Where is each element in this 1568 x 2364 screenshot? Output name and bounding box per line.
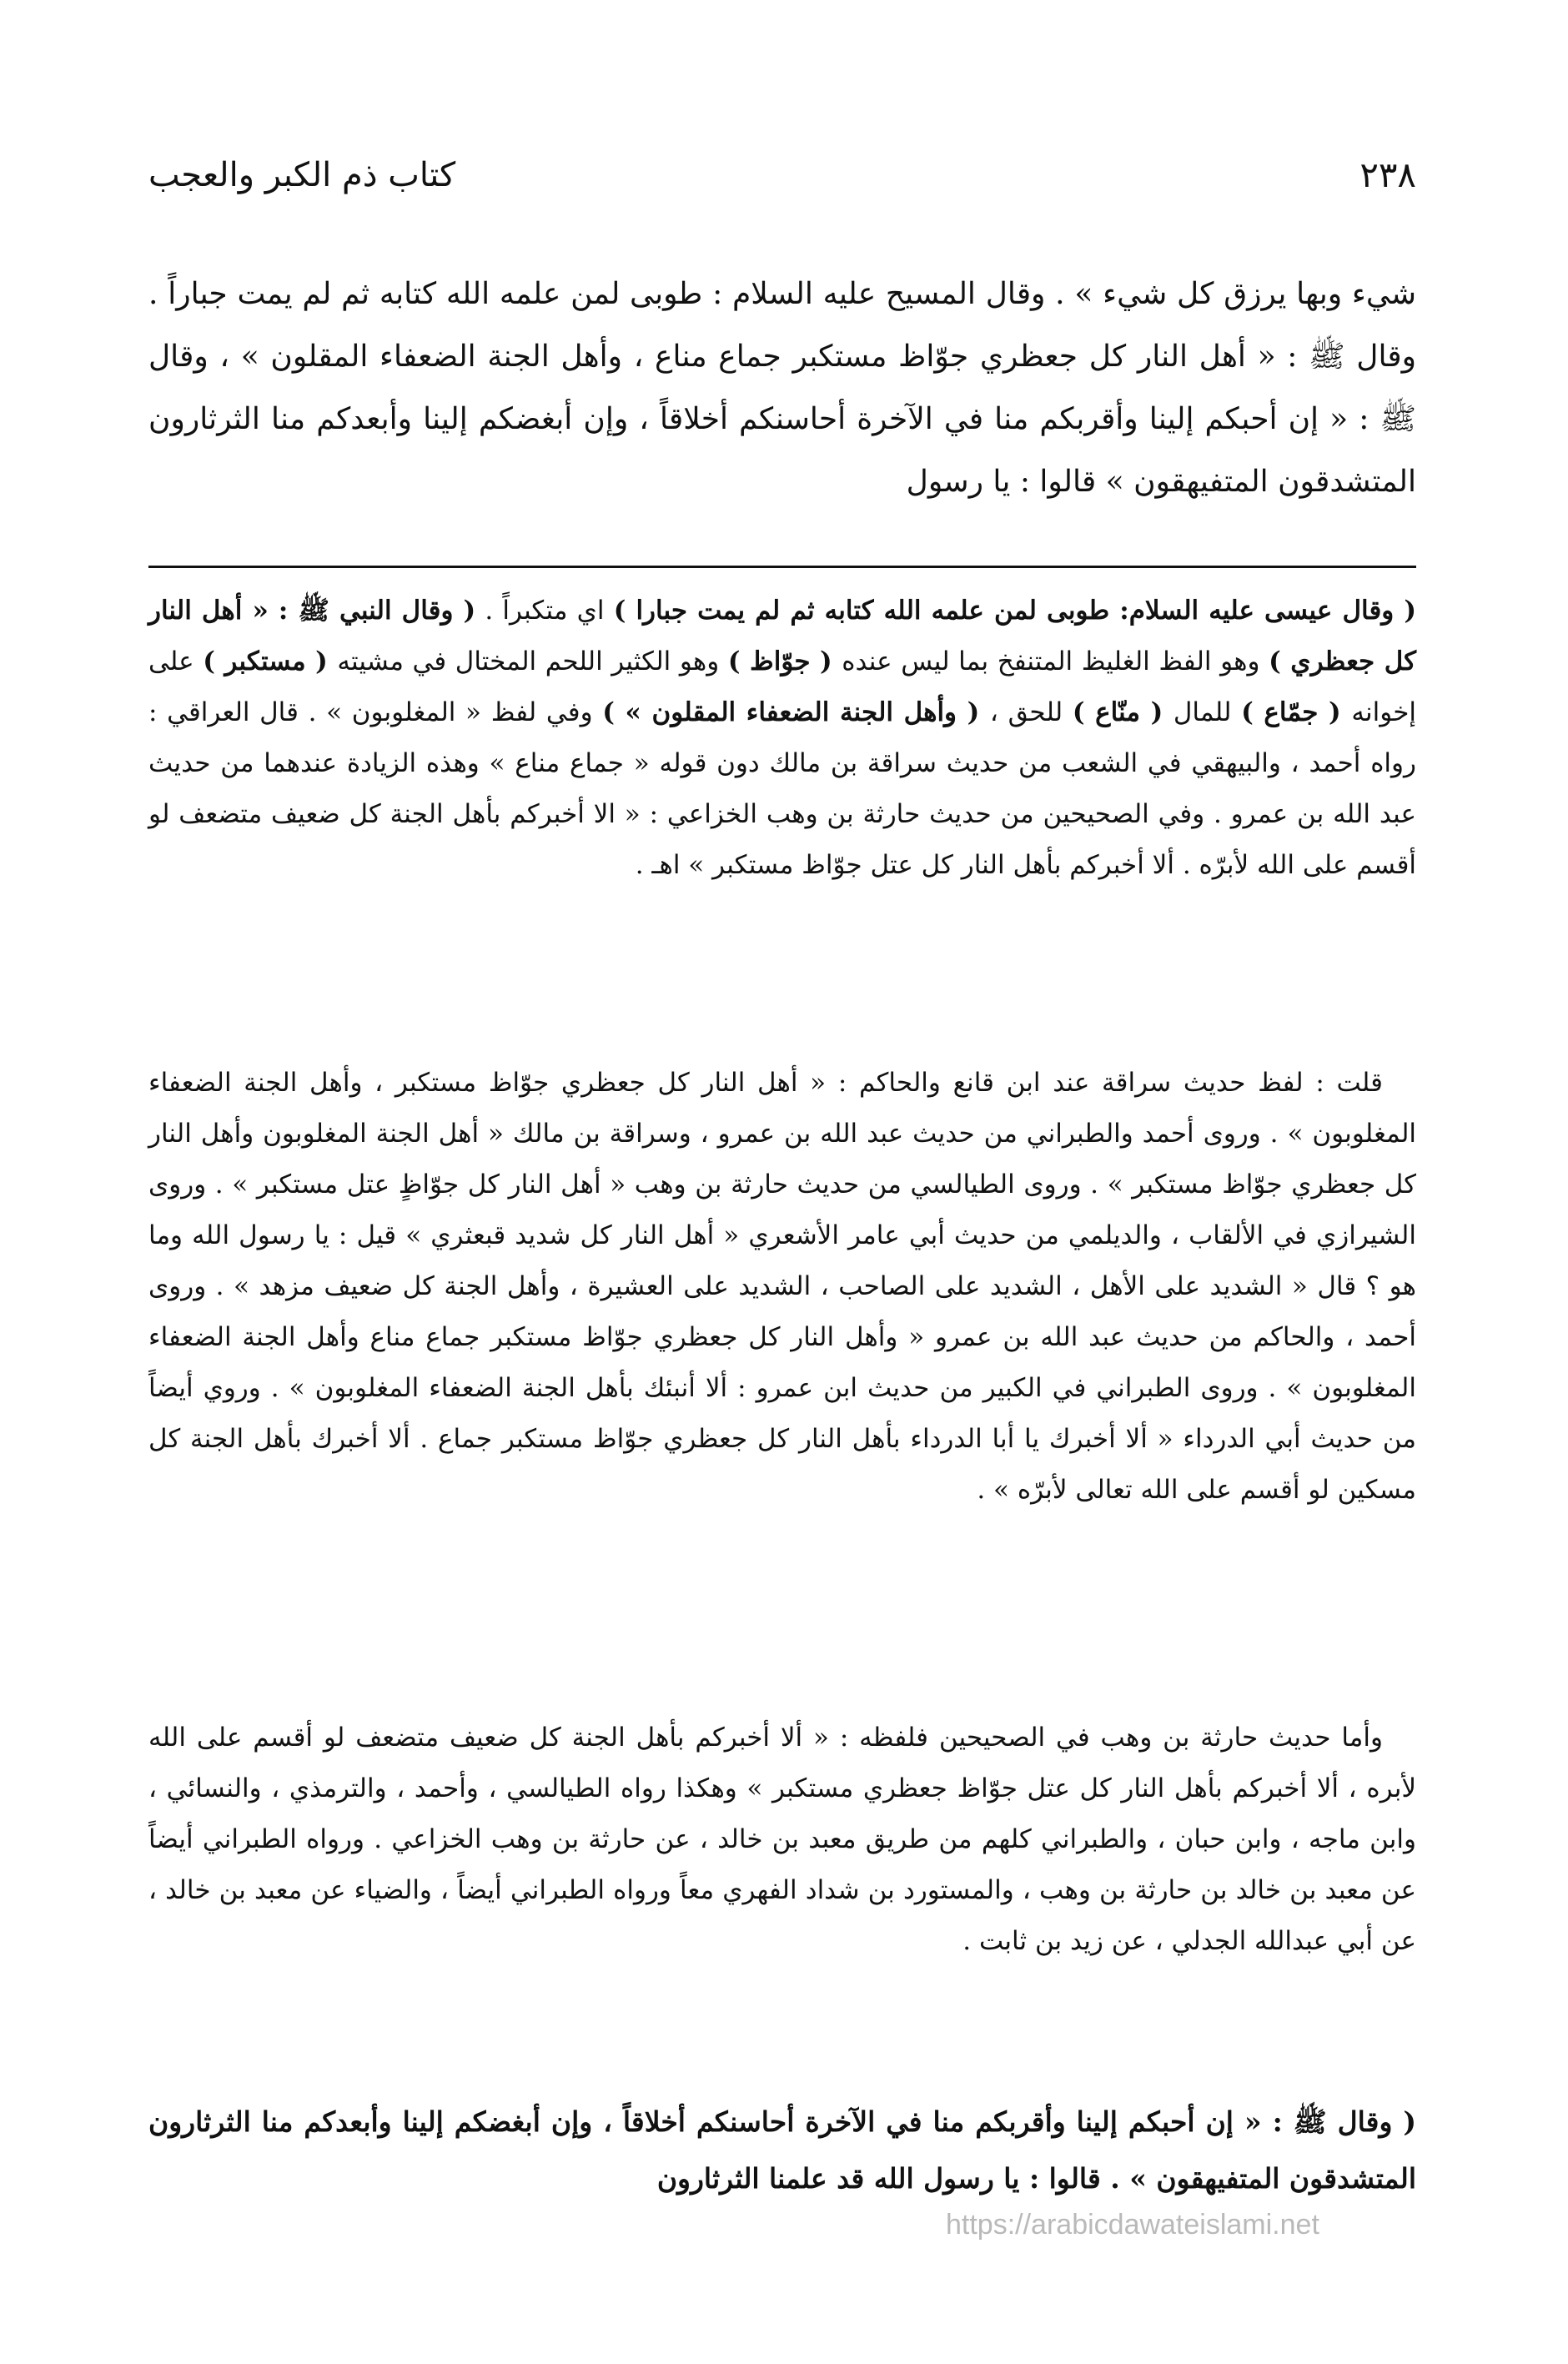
quoted-phrase: ( جمّاع ): [1241, 697, 1352, 727]
commentary-text: للحق ،: [989, 697, 1073, 727]
commentary-text: وهو الكثير اللحم المختال في مشيته: [337, 646, 728, 677]
quoted-phrase: ( وقال النبي ﷺ : « أهل النار كل جعظري ): [148, 596, 1416, 677]
commentary-text: وأما حديث حارثة بن وهب في الصحيحين فلفظه : « ألا أخبركم بأهل الجنة كل ضعيف متضعف لو أقسم على الله لأبره ، ألا أخبركم بأهل النار كل عتل جوّاظ جعظري مستكبر » وهكذا رواه الطيالسي ، وأحمد ، والترمذي ، والنسائي ، وابن ماجه ، وابن حبان ، والطبراني كلهم من طريق معبد بن خالد ، عن حارثة بن وهب الخزاعي . ورواه الطبراني أيضاً عن معبد بن خالد بن حارثة بن وهب ، والمستورد بن شداد الفهري معاً ورواه الطبراني أيضاً ، والضياء عن معبد بن خالد ، عن أبي عبدالله الجدلي ، عن زيد بن ثابت .: [148, 1723, 1416, 1956]
commentary-text: اي متكبراً .: [485, 596, 614, 626]
quoted-phrase: ( مستكبر ): [203, 646, 338, 677]
quoted-phrase: ( جوّاظ ): [727, 646, 842, 677]
page-number: ٢٣٨: [1359, 154, 1416, 195]
commentary-text: للمال: [1173, 697, 1242, 727]
quoted-phrase: ( وقال ﷺ : « إن أحبكم إلينا وأقربكم منا في الآخرة أحاسنكم أخلاقاً ، وإن أبغضكم إلينا وأبعدكم منا الثرثارون المتشدقون المتفيهقون » . قالوا : يا رسول الله قد علمنا الثرثارون: [148, 2105, 1416, 2195]
commentary-paragraph-2: [148, 1058, 1416, 1516]
page-header: [148, 148, 1416, 202]
running-title: كتاب ذم الكبر والعجب: [148, 156, 456, 194]
footnote-separator: [148, 566, 1416, 568]
quoted-phrase: ( وأهل الجنة الضعفاء المقلون » ): [602, 697, 990, 727]
commentary-text: وهو الفظ الغليظ المتنفخ بما ليس عنده: [842, 646, 1269, 677]
commentary-paragraph-4: [148, 2094, 1416, 2207]
main-text: [148, 263, 1416, 513]
commentary-text: وفي لفظ « المغلوبون » . قال العراقي : رواه أحمد ، والبيهقي في الشعب من حديث سراقة بن مالك دون قوله « جماع مناع » وهذه الزيادة عندهما من حديث عبد الله بن عمرو . وفي الصحيحين من حديث حارثة بن وهب الخزاعي : « الا أخبركم بأهل الجنة كل ضعيف متضعف لو أقسم على الله لأبرّه . ألا أخبركم بأهل النار كل عتل جوّاظ مستكبر » اهـ .: [148, 697, 1416, 880]
commentary-paragraph-1: [148, 586, 1416, 891]
commentary-text: قلت : لفظ حديث سراقة عند ابن قانع والحاكم : « أهل النار كل جعظري جوّاظ مستكبر ، وأهل الجنة الضعفاء المغلوبون » . وروى أحمد والطبراني من حديث عبد الله بن عمرو ، وسراقة بن مالك « أهل الجنة المغلوبون وأهل النار كل جعظري جوّاظ مستكبر » . وروى الطيالسي من حديث حارثة بن وهب « أهل النار كل جوّاظٍ عتل مستكبر » . وروى الشيرازي في الألقاب ، والديلمي من حديث أبي عامر الأشعري « أهل النار كل شديد قبعثري » قيل : يا رسول الله وما هو ؟ قال « الشديد على الأهل ، الشديد على الصاحب ، الشديد على العشيرة ، وأهل الجنة كل ضعيف مزهد » . وروى أحمد ، والحاكم من حديث عبد الله بن عمرو « وأهل النار كل جعظري جوّاظ مستكبر جماع مناع وأهل الجنة الضعفاء المغلوبون » . وروى الطبراني في الكبير من حديث ابن عمرو : ألا أنبئك بأهل الجنة الضعفاء المغلوبون » . وروي أيضاً من حديث أبي الدرداء « ألا أخبرك يا أبا الدرداء بأهل النار كل جعظري جوّاظ مستكبر جماع . ألا أخبرك بأهل الجنة كل مسكين لو أقسم على الله تعالى لأبرّه » .: [148, 1068, 1416, 1505]
quoted-phrase: ( منّاع ): [1072, 697, 1173, 727]
quoted-phrase: ( وقال عيسى عليه السلام: طوبى لمن علمه الله كتابه ثم لم يمت جبارا ): [613, 596, 1416, 626]
main-paragraph: شيء وبها يرزق كل شيء » . وقال المسيح عليه السلام : طوبى لمن علمه الله كتابه ثم لم يمت جباراً . وقال ﷺ : « أهل النار كل جعظري جوّاظ مستكبر جماع مناع ، وأهل الجنة الضعفاء المقلون » ، وقال ﷺ : « إن أحبكم إلينا وأقربكم منا في الآخرة أحاسنكم أخلاقاً ، وإن أبغضكم إلينا وأبعدكم منا الثرثارون المتشدقون المتفيهقون » قالوا : يا رسول: [148, 277, 1416, 499]
commentary-text: على إخوانه: [148, 646, 1416, 727]
watermark: https://arabicdawateislami.net: [946, 2209, 1319, 2241]
commentary-paragraph-3: [148, 1713, 1416, 1967]
